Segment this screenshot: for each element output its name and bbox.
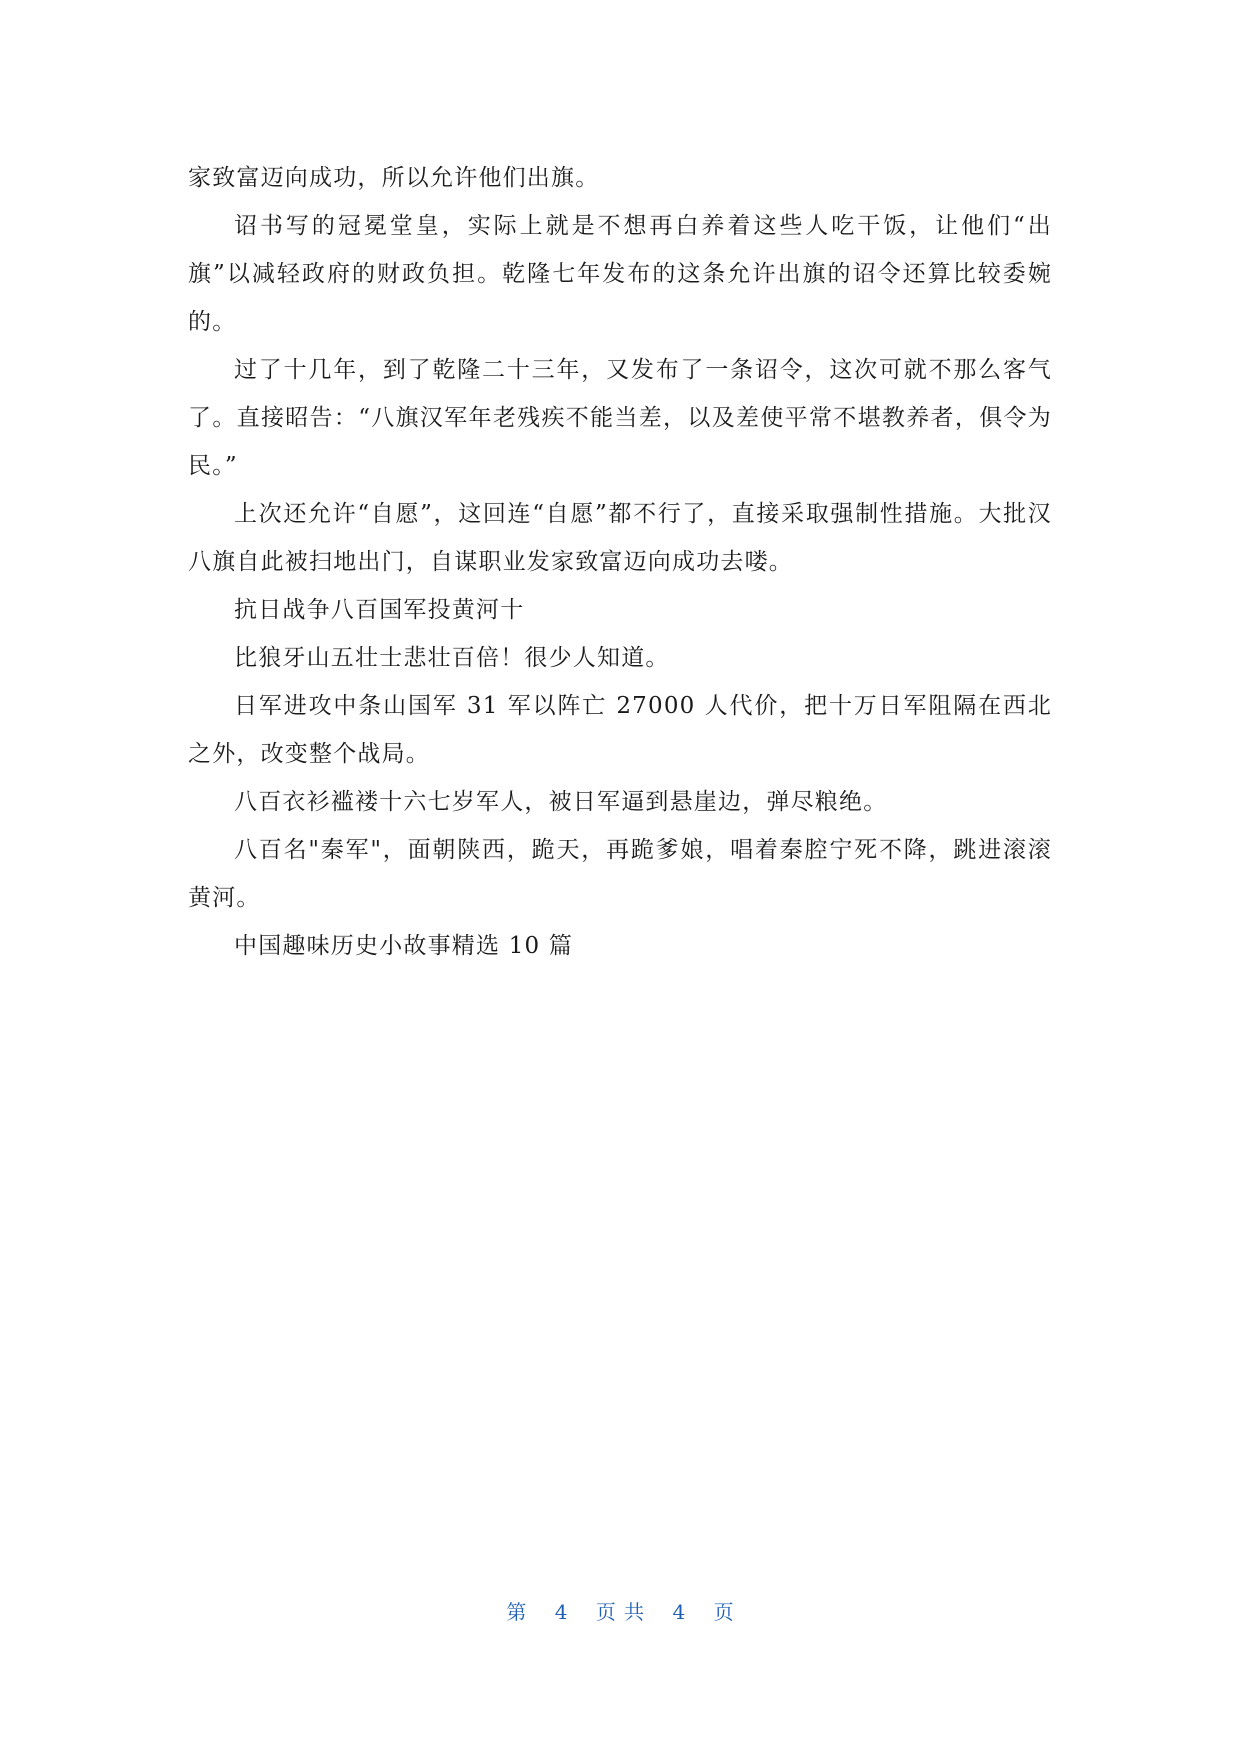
footer-label-page: 第 [506,1600,528,1624]
footer-current-page: 4 [554,1600,569,1624]
paragraph: 八百名"秦军"，面朝陕西，跪天，再跪爹娘，唱着秦腔宁死不降，跳进滚滚黄河。 [188,837,1052,911]
footer-label-end: 页 [713,1600,735,1624]
paragraph: 抗日战争八百国军投黄河十 [234,597,525,623]
paragraph: 八百衣衫褴褛十六七岁军人，被日军逼到悬崖边，弹尽粮绝。 [234,789,888,815]
paragraph: 诏书写的冠冕堂皇，实际上就是不想再白养着这些人吃干饭，让他们“出旗”以减轻政府的财政负担。乾隆七年发布的这条允许出旗的诏令还算比较委婉的。 [188,213,1052,335]
footer-total-pages: 4 [672,1600,687,1624]
paragraph: 家致富迈向成功，所以允许他们出旗。 [188,165,600,191]
footer-label-of: 页 共 [595,1600,646,1624]
paragraph: 比狼牙山五壮士悲壮百倍！很少人知道。 [234,645,670,671]
page-footer [0,1596,1241,1625]
paragraph: 过了十几年，到了乾隆二十三年，又发布了一条诏令，这次可就不那么客气了。直接昭告：“八旗汉军年老残疾不能当差，以及差使平常不堪教养者，俱令为民。” [188,357,1052,479]
paragraph: 日军进攻中条山国军 31 军以阵亡 27000 人代价，把十万日军阻隔在西北之外，改变整个战局。 [188,693,1052,767]
document-body [188,154,1052,970]
paragraph: 上次还允许“自愿”，这回连“自愿”都不行了，直接采取强制性措施。大批汉八旗自此被扫地出门，自谋职业发家致富迈向成功去喽。 [188,501,1052,575]
paragraph: 中国趣味历史小故事精选 10 篇 [234,933,574,959]
